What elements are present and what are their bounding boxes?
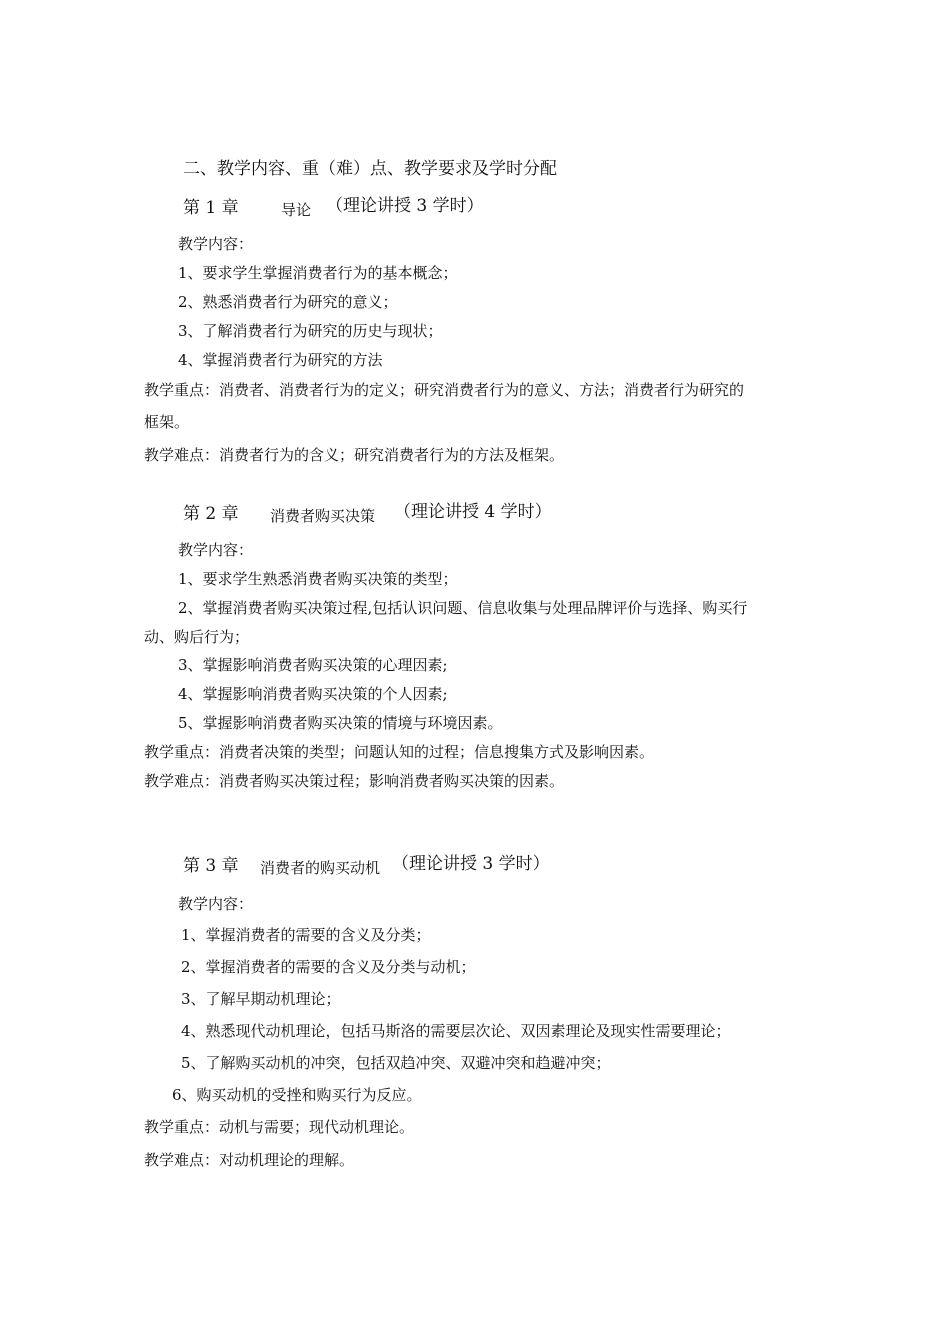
- chapter-2-difficulties: 教学难点：消费者购买决策过程；影响消费者购买决策的因素。: [144, 772, 565, 790]
- chapter-3-hours: （理论讲授 3 学时）: [392, 854, 550, 874]
- chapter-1-item: 4、掌握消费者行为研究的方法: [178, 351, 383, 369]
- chapter-2-content-label: 教学内容：: [178, 541, 254, 559]
- chapter-1-item: 2、熟悉消费者行为研究的意义；: [178, 293, 398, 311]
- chapter-3-item: 6、购买动机的受挫和购买行为反应。: [172, 1086, 422, 1104]
- chapter-1-hours: （理论讲授 3 学时）: [326, 196, 484, 216]
- chapter-3-item: 4、熟悉现代动机理论，包括马斯洛的需要层次论、双因素理论及现实性需要理论；: [181, 1022, 731, 1040]
- section-title: 二、教学内容、重（难）点、教学要求及学时分配: [183, 159, 557, 179]
- chapter-3-key-points: 教学重点：动机与需要；现代动机理论。: [144, 1118, 415, 1136]
- chapter-3-item: 3、了解早期动机理论；: [181, 990, 341, 1008]
- chapter-1-item: 3、了解消费者行为研究的历史与现状；: [178, 322, 443, 340]
- chapter-2-item-cont: 动、购后行为；: [144, 628, 250, 646]
- chapter-2-number: 第 2 章: [183, 504, 239, 524]
- chapter-2-key-points: 教学重点：消费者决策的类型；问题认知的过程；信息搜集方式及影响因素。: [144, 743, 655, 761]
- chapter-2-item: 1、要求学生熟悉消费者购买决策的类型；: [178, 570, 458, 588]
- chapter-2-item: 5、掌握影响消费者购买决策的情境与环境因素。: [178, 714, 503, 732]
- chapter-3-name: 消费者的购买动机: [260, 859, 381, 877]
- chapter-1-item: 1、要求学生掌握消费者行为的基本概念；: [178, 264, 458, 282]
- chapter-3-difficulties: 教学难点：对动机理论的理解。: [144, 1151, 355, 1169]
- chapter-3-item: 1、掌握消费者的需要的含义及分类；: [181, 926, 431, 944]
- chapter-3-number: 第 3 章: [183, 856, 239, 876]
- chapter-3-content-label: 教学内容：: [178, 895, 254, 913]
- chapter-1-difficulties: 教学难点：消费者行为的含义；研究消费者行为的方法及框架。: [144, 446, 565, 464]
- chapter-1-name: 导论: [281, 201, 312, 219]
- chapter-3-item: 5、了解购买动机的冲突，包括双趋冲突、双避冲突和趋避冲突；: [181, 1054, 611, 1072]
- chapter-2-item: 3、掌握影响消费者购买决策的心理因素;: [178, 656, 448, 674]
- chapter-1-content-label: 教学内容：: [178, 235, 254, 253]
- chapter-2-item: 4、掌握影响消费者购买决策的个人因素;: [178, 685, 448, 703]
- chapter-2-name: 消费者购买决策: [270, 507, 376, 525]
- chapter-1-key-points-cont: 框架。: [144, 413, 190, 431]
- chapter-3-item: 2、掌握消费者的需要的含义及分类与动机；: [181, 958, 476, 976]
- chapter-1-number: 第 1 章: [183, 198, 239, 218]
- chapter-1-key-points: 教学重点：消费者、消费者行为的定义；研究消费者行为的意义、方法；消费者行为研究的: [144, 381, 745, 399]
- chapter-2-item: 2、掌握消费者购买决策过程,包括认识问题、信息收集与处理品牌评价与选择、购买行: [178, 599, 748, 617]
- chapter-2-hours: （理论讲授 4 学时）: [394, 502, 552, 522]
